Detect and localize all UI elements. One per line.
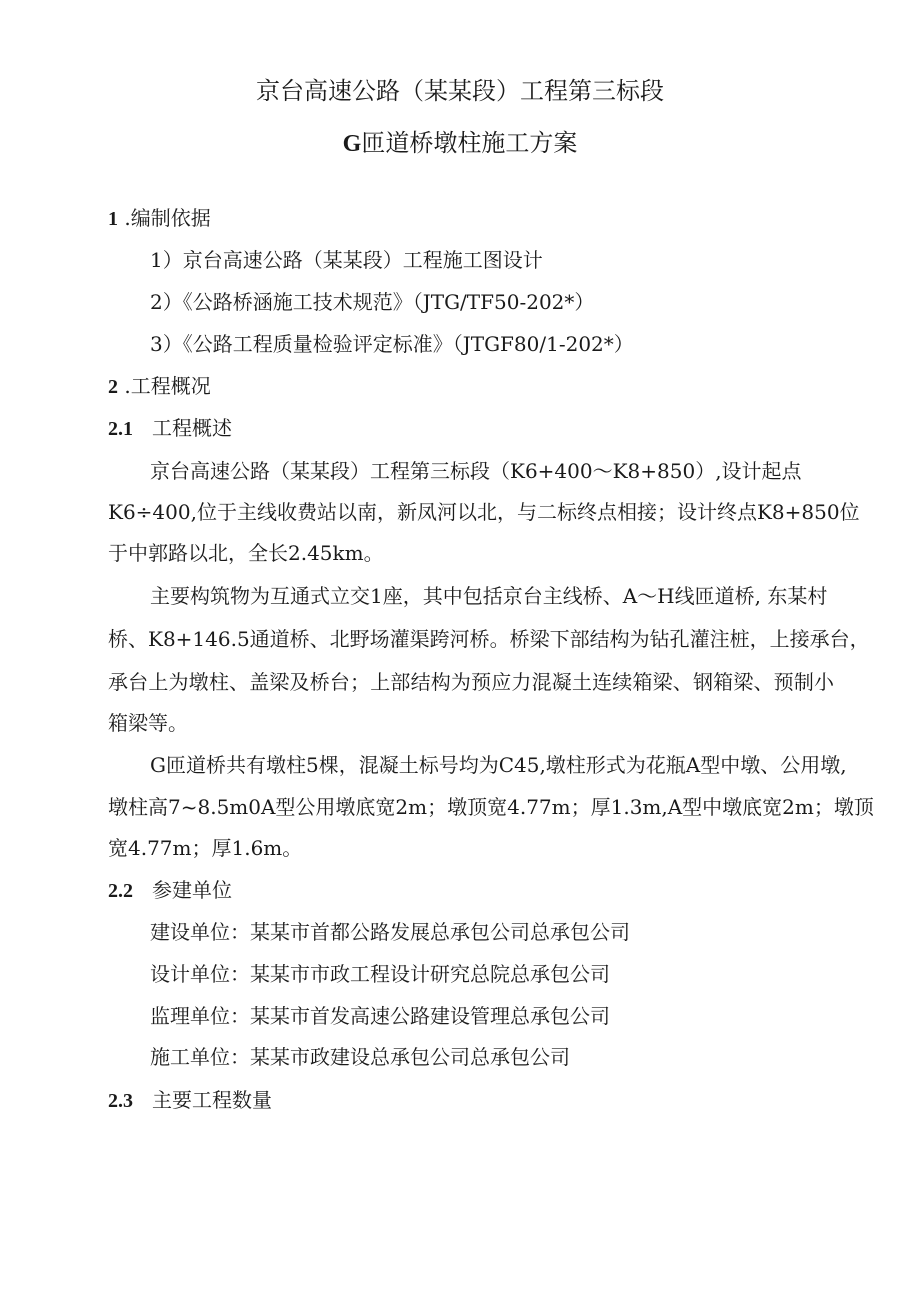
section-2-number: 2 <box>108 376 118 398</box>
subsection-2-1-heading <box>108 416 232 441</box>
document-subtitle <box>0 128 920 159</box>
reference-item-1: 1）京台高速公路（某某段）工程施工图设计 <box>150 248 543 272</box>
overview-para1-line1: 京台高速公路（某某段）工程第三标段（K6+400～K8+850）,设计起点 <box>150 459 802 483</box>
subsection-2-3-title: 主要工程数量 <box>152 1088 272 1112</box>
section-1-number: 1 <box>108 208 118 230</box>
overview-para3-line2: 墩柱高7~8.5m0A型公用墩底宽2m；墩顶宽4.77m；厚1.3m,A型中墩底宽2m；墩顶 <box>108 795 874 819</box>
participant-designer: 设计单位：某某市市政工程设计研究总院总承包公司 <box>150 962 610 986</box>
overview-para2-line2: 桥、K8+146.5通道桥、北野场灌渠跨河桥。桥梁下部结构为钻孔灌注桩，上接承台， <box>108 627 870 651</box>
overview-para1-line3: 于中郭路以北，全长2.45km。 <box>108 541 384 565</box>
participant-contractor: 施工单位：某某市政建设总承包公司总承包公司 <box>150 1045 570 1069</box>
participant-supervisor: 监理单位：某某市首发高速公路建设管理总承包公司 <box>150 1004 610 1028</box>
participant-construction-owner: 建设单位：某某市首都公路发展总承包公司总承包公司 <box>150 920 630 944</box>
reference-item-3: 3）《公路工程质量检验评定标准》（JTGF80/1-202*） <box>150 332 634 356</box>
overview-para2-line1: 主要构筑物为互通式立交1座，其中包括京台主线桥、A～H线匝道桥, 东某村 <box>150 584 828 608</box>
subsection-2-1-number: 2.1 <box>108 418 133 440</box>
section-1-heading <box>108 206 211 231</box>
section-1-title: .编制依据 <box>118 206 211 230</box>
section-2-title: .工程概况 <box>118 374 211 398</box>
overview-para3-line3: 宽4.77m；厚1.6m。 <box>108 836 303 860</box>
subsection-2-3-number: 2.3 <box>108 1090 133 1112</box>
overview-para2-line4: 箱梁等。 <box>108 711 188 735</box>
subsection-2-2-title: 参建单位 <box>152 878 232 902</box>
subtitle-prefix: G <box>342 131 362 157</box>
subsection-2-1-title: 工程概述 <box>152 416 232 440</box>
overview-para2-line3: 承台上为墩柱、盖梁及桥台；上部结构为预应力混凝土连续箱梁、钢箱梁、预制小 <box>108 670 834 694</box>
reference-item-2: 2）《公路桥涵施工技术规范》（JTG/TF50-202*） <box>150 290 595 314</box>
subsection-2-2-heading <box>108 878 232 903</box>
overview-para3-line1: G匝道桥共有墩柱5棵，混凝土标号均为C45,墩柱形式为花瓶A型中墩、公用墩, <box>150 753 847 777</box>
overview-para1-line2: K6÷400,位于主线收费站以南，新凤河以北，与二标终点相接；设计终点K8+850位 <box>108 500 860 524</box>
subtitle-text: 匝道桥墩柱施工方案 <box>361 129 578 157</box>
document-title: 京台高速公路（某某段）工程第三标段 <box>256 77 664 105</box>
subsection-2-3-heading <box>108 1088 272 1113</box>
subsection-2-2-number: 2.2 <box>108 880 133 902</box>
section-2-heading <box>108 374 211 399</box>
